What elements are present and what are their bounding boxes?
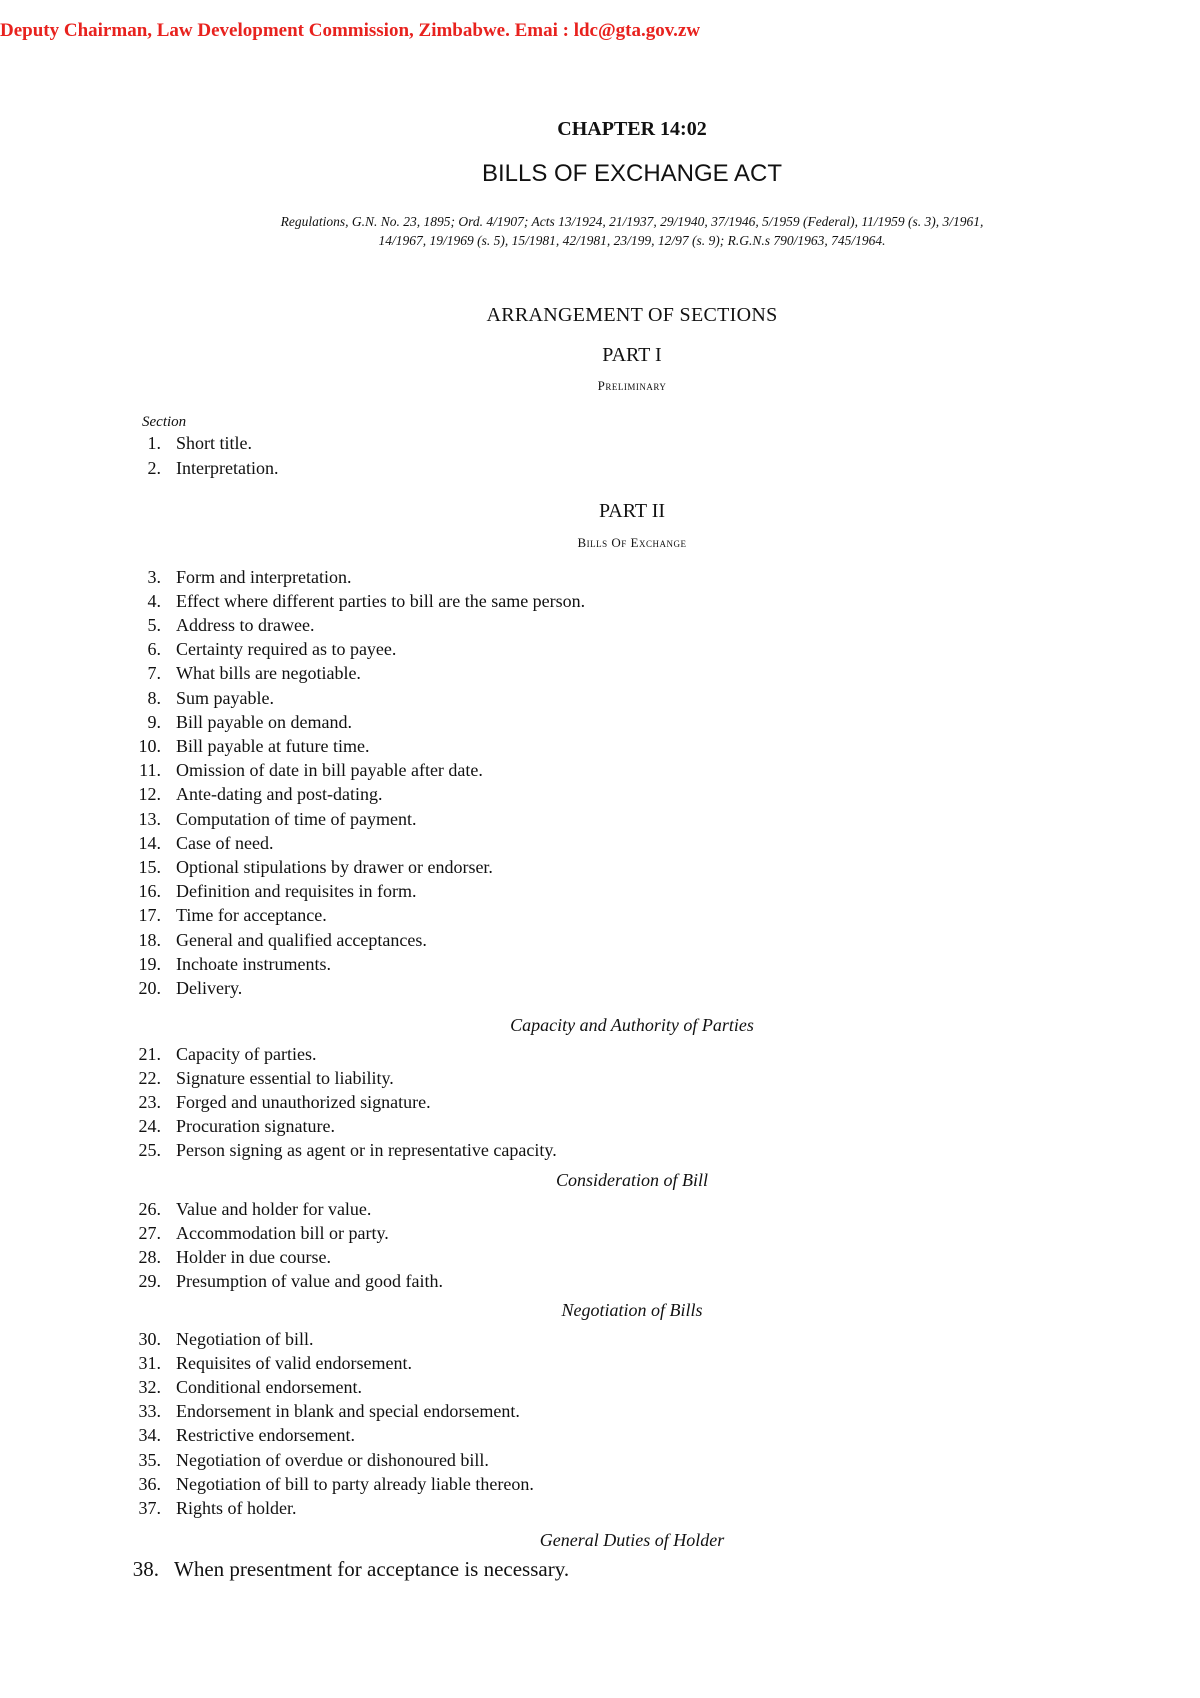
- section-item: [0, 808, 416, 830]
- section-item: [0, 1558, 569, 1580]
- section-number: 5.: [147, 615, 161, 635]
- section-item: [0, 1198, 371, 1220]
- header-contact-line: Deputy Chairman, Law Development Commission, Zimbabwe. Emai : ldc@gta.gov.zw: [0, 20, 701, 41]
- section-column-label: Section: [142, 414, 187, 430]
- section-number: 26.: [138, 1199, 161, 1219]
- section-title: Time for acceptance.: [176, 905, 327, 925]
- section-item: [0, 783, 382, 805]
- section-title: Computation of time of payment.: [176, 809, 417, 829]
- section-number: 15.: [138, 857, 161, 877]
- section-item: [0, 590, 585, 612]
- section-number: 27.: [138, 1223, 161, 1243]
- section-title: Restrictive endorsement.: [176, 1425, 355, 1445]
- section-title: When presentment for acceptance is necessary.: [174, 1557, 570, 1581]
- section-title: Person signing as agent or in representative capacity.: [176, 1140, 557, 1160]
- section-item: [0, 1091, 431, 1113]
- section-number: 29.: [138, 1271, 161, 1291]
- section-title: Address to drawee.: [176, 615, 315, 635]
- section-item: [0, 735, 369, 757]
- section-number: 12.: [138, 784, 161, 804]
- section-title: Procuration signature.: [176, 1116, 335, 1136]
- section-title: Rights of holder.: [176, 1498, 297, 1518]
- section-item: [0, 1067, 394, 1089]
- section-item: [0, 1139, 557, 1161]
- section-item: [0, 457, 278, 479]
- section-item: [0, 614, 314, 636]
- section-number: 36.: [138, 1474, 161, 1494]
- section-number: 31.: [138, 1353, 161, 1373]
- section-number: 7.: [147, 663, 161, 683]
- section-item: [0, 638, 396, 660]
- section-title: Accommodation bill or party.: [176, 1223, 389, 1243]
- part-2-subtitle: Bills Of Exchange: [577, 535, 687, 550]
- section-title: Requisites of valid endorsement.: [176, 1353, 412, 1373]
- arrangement-heading: ARRANGEMENT OF SECTIONS: [486, 304, 778, 326]
- section-item: [0, 904, 327, 926]
- section-item: [0, 759, 483, 781]
- section-number: 11.: [139, 760, 161, 780]
- section-title: Optional stipulations by drawer or endorser.: [176, 857, 493, 877]
- section-title: Interpretation.: [176, 458, 279, 478]
- section-title: Forged and unauthorized signature.: [176, 1092, 431, 1112]
- section-item: [0, 1115, 335, 1137]
- section-number: 2.: [147, 458, 161, 478]
- section-item: [0, 1449, 489, 1471]
- section-title: Delivery.: [176, 978, 243, 998]
- section-number: 3.: [147, 567, 161, 587]
- section-title: Case of need.: [176, 833, 274, 853]
- section-number: 32.: [138, 1377, 161, 1397]
- section-title: Short title.: [176, 433, 252, 453]
- section-item: [0, 1352, 412, 1374]
- subheading-general-duties: General Duties of Holder: [539, 1530, 725, 1550]
- section-item: [0, 1270, 443, 1292]
- section-number: 25.: [138, 1140, 161, 1160]
- section-number: 6.: [147, 639, 161, 659]
- section-number: 30.: [138, 1329, 161, 1349]
- section-title: Bill payable on demand.: [176, 712, 352, 732]
- section-item: [0, 1400, 520, 1422]
- section-item: [0, 1222, 389, 1244]
- section-title: Negotiation of overdue or dishonoured bill.: [176, 1450, 489, 1470]
- section-number: 1.: [147, 433, 161, 453]
- section-number: 21.: [138, 1044, 161, 1064]
- section-number: 37.: [138, 1498, 161, 1518]
- section-item: [0, 566, 351, 588]
- part-1-subtitle: Preliminary: [597, 378, 667, 393]
- section-number: 10.: [138, 736, 161, 756]
- section-title: Sum payable.: [176, 688, 274, 708]
- section-item: [0, 1497, 297, 1519]
- section-title: Certainty required as to payee.: [176, 639, 397, 659]
- section-number: 17.: [138, 905, 161, 925]
- section-title: Capacity of parties.: [176, 1044, 317, 1064]
- section-item: [0, 687, 274, 709]
- section-item: [0, 953, 331, 975]
- section-title: Bill payable at future time.: [176, 736, 370, 756]
- section-title: Signature essential to liability.: [176, 1068, 394, 1088]
- section-item: [0, 662, 361, 684]
- section-title: Inchoate instruments.: [176, 954, 331, 974]
- section-number: 38.: [132, 1557, 159, 1581]
- citation-text: Regulations, G.N. No. 23, 1895; Ord. 4/1907; Acts 13/1924, 21/1937, 29/1940, 37/1946, 5/1959 (Federal), 11/1959 (s. 3), 3/1961, 14/1967, 19/1969 (s. 5), 15/1981, 42/1981, 23/199, 12/97 (s. 9); R.G.N.s 790/1963, 745/1964.: [280, 214, 984, 248]
- section-title: Definition and requisites in form.: [176, 881, 417, 901]
- section-number: 14.: [138, 833, 161, 853]
- section-title: Conditional endorsement.: [176, 1377, 362, 1397]
- section-item: [0, 711, 352, 733]
- section-item: [0, 832, 273, 854]
- section-item: [0, 1424, 355, 1446]
- section-number: 24.: [138, 1116, 161, 1136]
- part-2-label: PART II: [598, 500, 666, 522]
- section-number: 13.: [138, 809, 161, 829]
- section-title: Omission of date in bill payable after date.: [176, 760, 483, 780]
- section-item: [0, 1473, 534, 1495]
- section-number: 9.: [147, 712, 161, 732]
- section-title: Endorsement in blank and special endorsement.: [176, 1401, 520, 1421]
- section-number: 28.: [138, 1247, 161, 1267]
- subheading-consideration: Consideration of Bill: [555, 1170, 708, 1190]
- section-title: Value and holder for value.: [176, 1199, 372, 1219]
- section-item: [0, 856, 493, 878]
- subheading-negotiation: Negotiation of Bills: [561, 1300, 703, 1320]
- section-number: 8.: [147, 688, 161, 708]
- section-item: [0, 880, 416, 902]
- section-title: Presumption of value and good faith.: [176, 1271, 443, 1291]
- subheading-capacity: Capacity and Authority of Parties: [510, 1015, 754, 1035]
- act-title: BILLS OF EXCHANGE ACT: [481, 160, 783, 187]
- section-title: Negotiation of bill to party already liable thereon.: [176, 1474, 534, 1494]
- section-title: General and qualified acceptances.: [176, 930, 427, 950]
- section-number: 19.: [138, 954, 161, 974]
- section-item: [0, 1376, 362, 1398]
- section-title: Negotiation of bill.: [176, 1329, 314, 1349]
- section-item: [0, 1328, 313, 1350]
- part-1-label: PART I: [602, 344, 662, 366]
- section-item: [0, 432, 252, 454]
- section-item: [0, 1246, 331, 1268]
- section-title: Ante-dating and post-dating.: [176, 784, 383, 804]
- section-number: 22.: [138, 1068, 161, 1088]
- chapter-number: CHAPTER 14:02: [557, 118, 707, 140]
- section-number: 20.: [138, 978, 161, 998]
- section-number: 18.: [138, 930, 161, 950]
- section-number: 33.: [138, 1401, 161, 1421]
- section-number: 23.: [138, 1092, 161, 1112]
- section-item: [0, 977, 242, 999]
- section-item: [0, 1043, 316, 1065]
- section-number: 4.: [147, 591, 161, 611]
- section-title: Holder in due course.: [176, 1247, 331, 1267]
- section-number: 16.: [138, 881, 161, 901]
- section-number: 34.: [138, 1425, 161, 1445]
- section-title: Form and interpretation.: [176, 567, 352, 587]
- section-number: 35.: [138, 1450, 161, 1470]
- section-item: [0, 929, 427, 951]
- section-title: What bills are negotiable.: [176, 663, 361, 683]
- section-title: Effect where different parties to bill are the same person.: [176, 591, 586, 611]
